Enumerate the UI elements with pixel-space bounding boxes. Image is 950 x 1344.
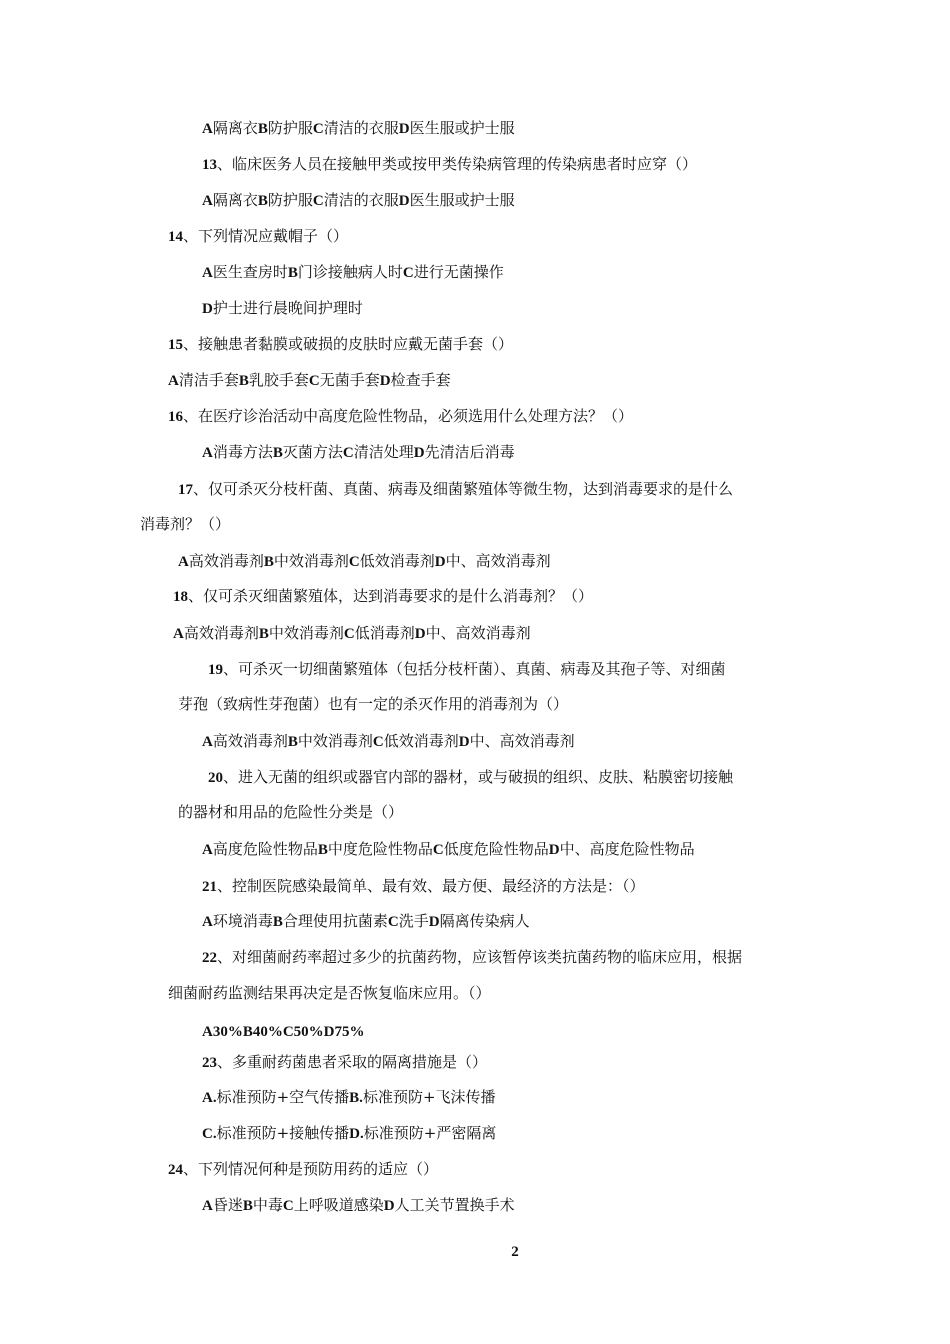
item-text: 、临床医务人员在接触甲类或按甲类传染病管理的传染病患者时应穿（）	[217, 155, 698, 173]
item-text: 、可杀灭一切细菌繁殖体（包括分枝杆菌）、真菌、病毒及其孢子等、对细菌	[223, 660, 726, 678]
item-marker: 24	[168, 1162, 183, 1178]
item-marker: D	[413, 445, 425, 461]
item-marker: C	[312, 121, 324, 137]
item-marker: A30%B40%C50%D75%	[202, 1024, 365, 1040]
item-marker: A	[168, 373, 179, 389]
text-line	[178, 694, 568, 714]
text-line	[202, 911, 530, 932]
text-line	[202, 1021, 365, 1042]
item-text: 门诊接触病人时	[297, 263, 403, 281]
item-marker: B	[263, 554, 274, 570]
text-line	[202, 442, 515, 463]
item-marker: D	[379, 373, 391, 389]
item-marker: B	[257, 193, 268, 209]
item-marker: B	[272, 445, 283, 461]
item-marker: D	[398, 121, 410, 137]
item-text: 隔离衣	[212, 191, 258, 209]
item-marker: B	[287, 734, 298, 750]
item-text: 中、高效消毒剂	[445, 552, 551, 570]
item-marker: B	[257, 121, 268, 137]
item-text: 人工关节置换手术	[394, 1196, 515, 1214]
text-line	[202, 1123, 496, 1144]
item-text: 、下列情况应戴帽子（）	[183, 227, 349, 245]
item-text: 医生查房时	[212, 263, 288, 281]
item-marker: A	[202, 193, 213, 209]
item-marker: A	[178, 554, 189, 570]
item-marker: B	[287, 265, 298, 281]
item-marker: 19	[208, 662, 223, 678]
text-line	[168, 983, 491, 1003]
item-text: 检查手套	[390, 371, 451, 389]
text-line	[178, 479, 733, 500]
item-text: 医生服或护士服	[409, 191, 515, 209]
item-marker: A	[202, 1198, 213, 1214]
item-text: 、多重耐药菌患者采取的隔离措施是（）	[217, 1053, 488, 1071]
item-marker: A	[202, 265, 213, 281]
item-marker: A	[202, 121, 213, 137]
item-text: 高效消毒剂	[183, 624, 259, 642]
item-text: 的器材和用品的危险性分类是（）	[178, 803, 404, 821]
text-line	[168, 226, 348, 247]
item-marker: 23	[202, 1055, 217, 1071]
text-line	[178, 551, 551, 572]
item-text: 医生服或护士服	[409, 119, 515, 137]
item-text: 护士进行晨晚间护理时	[212, 299, 363, 317]
item-text: 细菌耐药监测结果再决定是否恢复临床应用。（）	[168, 984, 491, 1002]
item-marker: A.	[202, 1090, 217, 1106]
text-line	[168, 334, 513, 355]
item-text: 中效消毒剂	[297, 732, 373, 750]
text-line	[202, 190, 515, 211]
item-marker: C	[402, 265, 414, 281]
item-marker: C	[312, 193, 324, 209]
text-line	[202, 731, 575, 752]
text-line	[168, 1159, 438, 1180]
item-marker: B	[317, 842, 328, 858]
item-marker: C	[308, 373, 320, 389]
text-line	[202, 154, 697, 175]
item-text: 中度危险性物品	[327, 840, 433, 858]
item-marker: C	[432, 842, 444, 858]
item-text: 防护服	[267, 119, 313, 137]
text-line	[202, 1087, 496, 1108]
item-text: 高度危险性物品	[212, 840, 318, 858]
text-line	[202, 118, 515, 139]
text-line	[173, 623, 531, 644]
item-marker: 15	[168, 337, 183, 353]
item-marker: B	[242, 1198, 253, 1214]
item-marker: D	[202, 301, 213, 317]
item-text: 、对细菌耐药率超过多少的抗菌药物，应该暂停该类抗菌药物的临床应用，根据	[217, 948, 743, 966]
item-text: 、控制医院感染最简单、最有效、最方便、最经济的方法是：（）	[217, 877, 645, 895]
item-text: 、仅可杀灭细菌繁殖体，达到消毒要求的是什么消毒剂？（）	[188, 587, 594, 605]
item-text: 中、高效消毒剂	[469, 732, 575, 750]
item-text: 低效消毒剂	[383, 732, 459, 750]
item-text: 环境消毒	[212, 912, 273, 930]
item-text: 隔离传染病人	[439, 912, 530, 930]
item-marker: B	[238, 373, 249, 389]
item-marker: 14	[168, 229, 183, 245]
item-text: 中效消毒剂	[268, 624, 344, 642]
text-line	[202, 1195, 515, 1216]
item-text: 、仅可杀灭分枝杆菌、真菌、病毒及细菌繁殖体等微生物，达到消毒要求的是什么	[193, 480, 734, 498]
item-marker: B.	[349, 1090, 363, 1106]
item-marker: 20	[208, 770, 223, 786]
item-text: 标准预防+严密隔离	[363, 1124, 497, 1142]
item-text: 中效消毒剂	[273, 552, 349, 570]
item-marker: A	[202, 842, 213, 858]
item-marker: D.	[349, 1126, 364, 1142]
item-marker: C	[342, 445, 354, 461]
item-text: 消毒剂？（）	[140, 515, 231, 533]
item-marker: D	[428, 914, 440, 930]
item-marker: A	[173, 626, 184, 642]
item-text: 标准预防+飞沫传播	[362, 1088, 496, 1106]
item-text: 清洁处理	[353, 443, 414, 461]
item-marker: 16	[168, 409, 183, 425]
item-text: 、下列情况何种是预防用药的适应（）	[183, 1160, 439, 1178]
text-line	[202, 262, 504, 283]
item-text: 隔离衣	[212, 119, 258, 137]
item-text: 清洁手套	[178, 371, 239, 389]
item-text: 中毒	[252, 1196, 283, 1214]
item-text: 高效消毒剂	[188, 552, 264, 570]
item-text: 防护服	[267, 191, 313, 209]
item-text: 清洁的衣服	[323, 191, 399, 209]
item-marker: D	[414, 626, 426, 642]
item-marker: 13	[202, 157, 217, 173]
item-text: 、进入无菌的组织或器官内部的器材，或与破损的组织、皮肤、粘膜密切接触	[223, 768, 734, 786]
item-marker: D	[548, 842, 560, 858]
item-text: 低消毒剂	[354, 624, 415, 642]
item-text: 、在医疗诊治活动中高度危险性物品，必须选用什么处理方法？（）	[183, 407, 634, 425]
item-marker: D	[458, 734, 470, 750]
text-line	[202, 839, 695, 860]
text-line	[202, 298, 363, 319]
item-text: 昏迷	[212, 1196, 243, 1214]
text-line	[168, 370, 451, 391]
item-text: 洗手	[398, 912, 429, 930]
item-marker: 17	[178, 482, 193, 498]
item-marker: 22	[202, 950, 217, 966]
item-marker: B	[258, 626, 269, 642]
item-text: 标准预防+空气传播	[216, 1088, 350, 1106]
item-marker: C	[387, 914, 399, 930]
item-marker: D	[398, 193, 410, 209]
item-marker: C	[372, 734, 384, 750]
item-marker: 18	[173, 589, 188, 605]
item-text: 中、高效消毒剂	[425, 624, 531, 642]
item-text: 乳胶手套	[248, 371, 309, 389]
text-line	[208, 659, 726, 680]
item-text: 上呼吸道感染	[293, 1196, 384, 1214]
text-line	[202, 1052, 487, 1073]
text-line	[168, 406, 633, 427]
item-text: 芽孢（致病性芽孢菌）也有一定的杀灭作用的消毒剂为（）	[178, 695, 569, 713]
item-marker: A	[202, 445, 213, 461]
item-marker: D	[434, 554, 446, 570]
item-text: 清洁的衣服	[323, 119, 399, 137]
item-text: 进行无菌操作	[413, 263, 504, 281]
item-text: 低效消毒剂	[359, 552, 435, 570]
item-text: 合理使用抗菌素	[282, 912, 388, 930]
item-marker: A	[202, 914, 213, 930]
item-marker: C	[282, 1198, 294, 1214]
text-line	[208, 767, 733, 788]
item-text: 无菌手套	[319, 371, 380, 389]
item-marker: A	[202, 734, 213, 750]
text-line	[202, 876, 645, 897]
item-marker: C.	[202, 1126, 217, 1142]
item-text: 灭菌方法	[282, 443, 343, 461]
text-line	[202, 947, 742, 968]
item-text: 高效消毒剂	[212, 732, 288, 750]
item-text: 消毒方法	[212, 443, 273, 461]
item-marker: C	[343, 626, 355, 642]
item-marker: B	[272, 914, 283, 930]
page-number: 2	[511, 1244, 519, 1260]
text-line	[173, 586, 593, 607]
item-text: 、接触患者黏膜或破损的皮肤时应戴无菌手套（）	[183, 335, 514, 353]
item-text: 低度危险性物品	[443, 840, 549, 858]
text-line	[140, 514, 230, 534]
item-text: 先清洁后消毒	[424, 443, 515, 461]
item-marker: D	[383, 1198, 395, 1214]
item-marker: 21	[202, 879, 217, 895]
item-marker: C	[348, 554, 360, 570]
item-text: 标准预防+接触传播	[216, 1124, 350, 1142]
item-text: 中、高度危险性物品	[559, 840, 695, 858]
text-line	[178, 802, 403, 822]
